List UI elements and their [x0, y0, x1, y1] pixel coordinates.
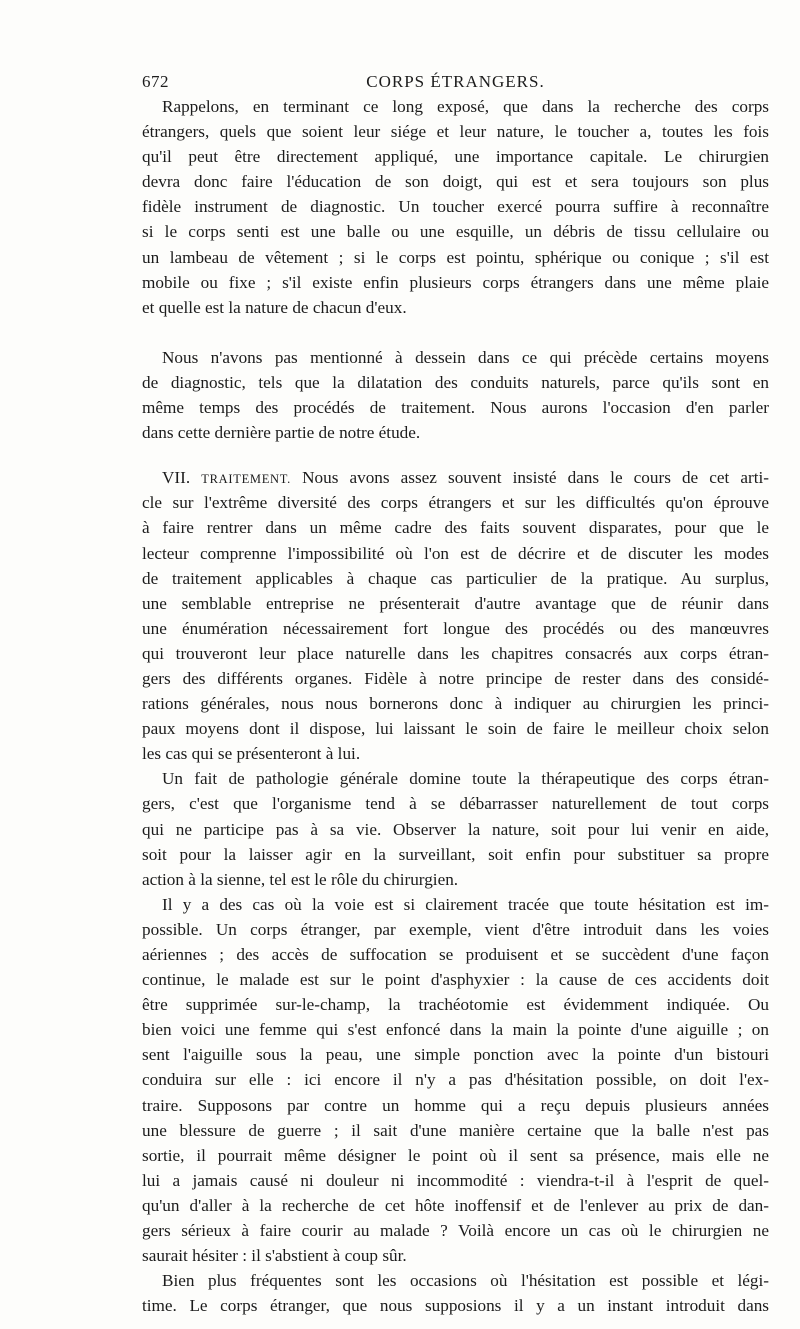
running-title: CORPS ÉTRANGERS. — [366, 72, 545, 91]
text-line: une blessure de guerre ; il sait d'une manière certaine que la balle n'est pas — [142, 1120, 769, 1140]
text-line: saurait hésiter : il s'abstient à coup sûr. — [142, 1246, 407, 1266]
text-line: aériennes ; des accès de suffocation se produisent et se succèdent d'une façon — [142, 945, 769, 964]
text-line: sent l'aiguille sous la peau, une simple ponction avec la pointe d'un bistouri — [142, 1045, 769, 1065]
text-line: un lambeau de vêtement ; si le corps est pointu, sphérique ou conique ; s'il est — [142, 247, 769, 267]
section-heading-line — [142, 465, 769, 490]
text-line: qu'un d'aller à la recherche de cet hôte inoffensif et de l'enlever au prix de dan- — [142, 1195, 769, 1215]
text-line: gers des différents organes. Fidèle à notre principe de rester dans des considé- — [142, 668, 769, 688]
text-line: une semblable entreprise ne présenterait d'autre avantage que de réunir dans — [142, 593, 769, 613]
text-line: de diagnostic, tels que la dilatation des conduits naturels, parce qu'ils sont en — [142, 372, 769, 392]
text-line: à faire rentrer dans un même cadre des faits souvent disparates, pour que le — [142, 518, 769, 538]
text-line: et quelle est la nature de chacun d'eux. — [142, 297, 407, 317]
text-line: lecteur comprenne l'impossibilité où l'on est de décrire et de discuter les modes — [142, 543, 769, 563]
text-line: sortie, il pourrait même désigner le point où il sent sa présence, mais elle ne — [142, 1145, 769, 1165]
text-line: possible. Un corps étranger, par exemple, vient d'être introduit dans les voies — [142, 919, 769, 939]
text-fragment: Nous avons assez souvent insisté dans le cours de cet arti- — [302, 468, 769, 488]
section-treatment — [142, 465, 769, 766]
text-line: qu'il peut être directement appliqué, une importance capitale. Le chirurgien — [142, 147, 769, 167]
text-line: rations générales, nous nous bornerons donc à indiquer au chirurgien les princi- — [142, 694, 769, 714]
text-line: lui a jamais causé ni douleur ni incommodité : viendra-t-il à l'esprit de quel- — [142, 1170, 769, 1190]
text-line: mobile ou fixe ; s'il existe enfin plusieurs corps étrangers dans une même plaie — [142, 272, 769, 292]
text-line: soit pour la laisser agir en la surveillant, soit enfin pour substituer sa propre — [142, 844, 769, 864]
text-line: Il y a des cas où la voie est si clairement tracée que toute hésitation est im- — [162, 894, 769, 914]
text-line: continue, le malade est sur le point d'asphyxier : la cause de ces accidents doit — [142, 970, 769, 990]
text-line: devra donc faire l'éducation de son doigt, qui est et sera toujours son plus — [142, 172, 769, 192]
text-line: qui trouveront leur place naturelle dans les chapitres consacrés aux corps étran- — [142, 643, 769, 663]
text-line: les cas qui se présenteront à lui. — [142, 744, 361, 764]
text-line: Nous n'avons pas mentionné à dessein dans ce qui précède certains moyens — [162, 347, 769, 367]
paragraph — [142, 94, 769, 320]
text-line: time. Le corps étranger, que nous supposions il y a un instant introduit dans — [142, 1296, 769, 1316]
text-line: traire. Supposons par contre un homme qui a reçu depuis plusieurs années — [142, 1095, 769, 1115]
text-line: dans cette dernière partie de notre étude. — [142, 423, 421, 443]
text-line: cle sur l'extrême diversité des corps étrangers et sur les difficultés qu'on éprouve — [142, 493, 769, 513]
paragraph — [142, 345, 769, 445]
text-line: Rappelons, en terminant ce long exposé, que dans la recherche des corps — [162, 97, 769, 116]
text-line: bien voici une femme qui s'est enfoncé dans la main la pointe d'une aiguille ; on — [142, 1020, 769, 1040]
text-line: même temps des procédés de traitement. Nous aurons l'occasion d'en parler — [142, 398, 769, 418]
paragraph — [142, 1268, 769, 1318]
text-line: fidèle instrument de diagnostic. Un toucher exercé pourra suffire à reconnaître — [142, 197, 769, 217]
text-line: gers sérieux à faire courir au malade ? Voilà encore un cas où le chirurgien ne — [142, 1221, 769, 1241]
text-line: action à la sienne, tel est le rôle du chirurgien. — [142, 869, 459, 889]
paragraph — [142, 766, 769, 891]
text-line: de traitement applicables à chaque cas particulier de la pratique. Au surplus, — [142, 568, 769, 588]
text-line: être supprimée sur-le-champ, la trachéotomie est évidemment indiquée. Ou — [142, 995, 769, 1015]
text-line: une énumération nécessairement fort longue des procédés ou des manœuvres — [142, 618, 769, 638]
page-body — [142, 94, 769, 1318]
text-line: conduira sur elle : ici encore il n'y a pas d'hésitation possible, on doit l'ex- — [142, 1070, 769, 1090]
paragraph — [142, 892, 769, 1268]
text-line: paux moyens dont il dispose, lui laissant le soin de faire le meilleur choix selon — [142, 719, 769, 739]
text-line: Bien plus fréquentes sont les occasions où l'hésitation est possible et légi- — [162, 1271, 769, 1291]
text-line: Un fait de pathologie générale domine toute la thérapeutique des corps étran- — [162, 769, 769, 789]
text-line: gers, c'est que l'organisme tend à se débarrasser naturellement de tout corps — [142, 794, 769, 814]
section-number: VII. — [162, 468, 191, 488]
section-title: TRAITEMENT. — [201, 472, 292, 487]
page-number: 672 — [142, 72, 169, 91]
text-line: qui ne participe pas à sa vie. Observer la nature, soit pour lui venir en aide, — [142, 819, 769, 839]
text-line: si le corps senti est une balle ou une esquille, un débris de tissu cellulaire ou — [142, 222, 769, 242]
page-header — [142, 64, 769, 94]
text-line: étrangers, quels que soient leur siége et leur nature, le toucher a, toutes les fois — [142, 122, 769, 142]
